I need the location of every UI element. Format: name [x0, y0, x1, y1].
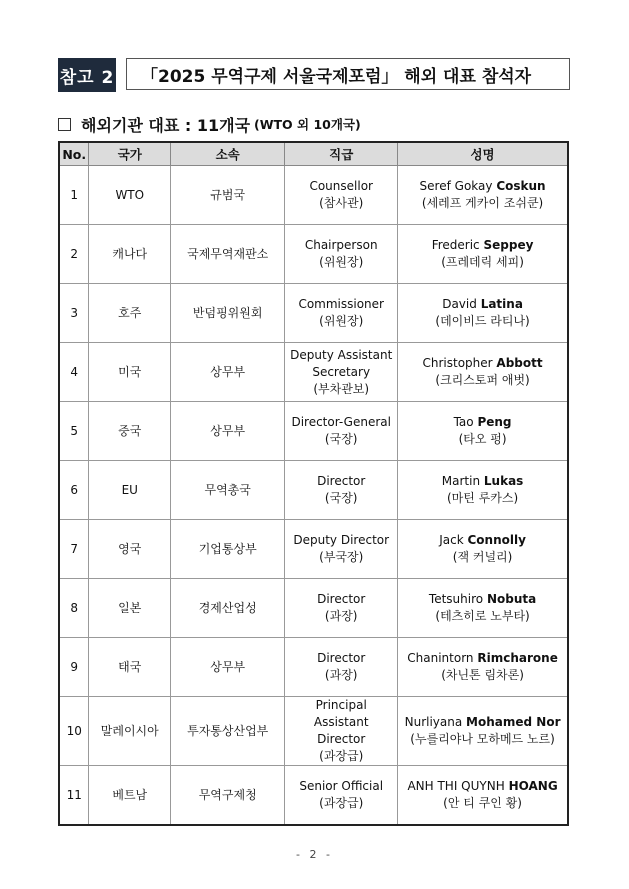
position-english: Counsellor	[309, 179, 373, 193]
family-name: Abbott	[496, 356, 543, 370]
page-number: - 2 -	[296, 848, 333, 861]
section-heading	[58, 112, 361, 136]
given-name: Chanintorn	[407, 651, 474, 665]
cell-name	[398, 284, 568, 343]
position-english: Director	[317, 592, 366, 606]
cell-organization: 반덤핑위원회	[171, 284, 285, 343]
cell-organization: 상무부	[171, 638, 285, 697]
cell-name	[398, 520, 568, 579]
position-korean: (부국장)	[319, 550, 364, 564]
family-name: Latina	[480, 297, 523, 311]
cell-position	[285, 402, 398, 461]
cell-organization: 투자통상산업부	[171, 697, 285, 766]
table-header-row	[59, 142, 568, 166]
cell-organization: 국제무역재판소	[171, 225, 285, 284]
cell-position	[285, 520, 398, 579]
given-name: Jack	[439, 533, 464, 547]
name-korean: (잭 커널리)	[452, 550, 513, 564]
cell-organization: 기업통상부	[171, 520, 285, 579]
cell-no: 7	[59, 520, 89, 579]
cell-country: 호주	[89, 284, 171, 343]
cell-organization: 경제산업성	[171, 579, 285, 638]
name-english	[401, 296, 564, 313]
column-header-country: 국가	[89, 142, 171, 166]
cell-no: 6	[59, 461, 89, 520]
position-korean: (부차관보)	[313, 381, 370, 396]
cell-no: 5	[59, 402, 89, 461]
position-english: Chairperson	[304, 238, 378, 252]
family-name: Coskun	[496, 179, 546, 193]
table-row	[59, 520, 568, 579]
cell-no: 4	[59, 343, 89, 402]
column-header-organization: 소속	[171, 142, 285, 166]
position-korean: (국장)	[324, 491, 358, 505]
position-korean: (과장급)	[319, 796, 364, 810]
table-row	[59, 402, 568, 461]
name-english	[401, 414, 564, 431]
column-header-position: 직급	[285, 142, 398, 166]
family-name: Seppey	[483, 238, 534, 252]
cell-name	[398, 697, 568, 766]
cell-organization: 규범국	[171, 166, 285, 225]
cell-country: 영국	[89, 520, 171, 579]
cell-name	[398, 343, 568, 402]
position-english: Deputy Assistant Secretary	[290, 347, 393, 379]
position-english: Director	[317, 651, 366, 665]
table-row	[59, 638, 568, 697]
cell-country: 베트남	[89, 766, 171, 826]
name-english	[401, 591, 564, 608]
cell-position	[285, 225, 398, 284]
family-name: Connolly	[467, 533, 526, 547]
cell-position	[285, 343, 398, 402]
table-row	[59, 766, 568, 826]
cell-name	[398, 638, 568, 697]
given-name: Tetsuhiro	[428, 592, 484, 606]
cell-position	[285, 697, 398, 766]
name-korean: (누를리야나 모하메드 노르)	[410, 732, 555, 746]
cell-position	[285, 766, 398, 826]
cell-name	[398, 402, 568, 461]
position-english: Commissioner	[298, 297, 384, 311]
document-title: 「2025 무역구제 서울국제포럼」 해외 대표 참석자	[126, 58, 570, 90]
table-row	[59, 284, 568, 343]
name-english	[401, 355, 564, 372]
name-korean: (프레데릭 세피)	[441, 255, 524, 269]
family-name: Rimcharone	[477, 651, 558, 665]
attendee-table	[58, 141, 569, 826]
name-english	[401, 237, 564, 254]
reference-badge: 참고 2	[58, 58, 116, 92]
family-name: Mohamed Nor	[466, 715, 561, 729]
position-korean: (위원장)	[319, 314, 364, 328]
cell-name	[398, 225, 568, 284]
family-name: Lukas	[483, 474, 524, 488]
given-name: Nurliyana	[404, 715, 463, 729]
cell-name	[398, 579, 568, 638]
name-english	[401, 714, 564, 731]
section-note: (WTO 외 10개국)	[254, 117, 361, 132]
cell-country: 캐나다	[89, 225, 171, 284]
name-korean: (마틴 루카스)	[446, 491, 519, 505]
name-korean: (세레프 게카이 조쉬쿤)	[421, 196, 544, 210]
position-english: Director	[317, 474, 366, 488]
family-name: Peng	[477, 415, 512, 429]
table-row	[59, 579, 568, 638]
name-english	[401, 650, 564, 667]
table-row	[59, 461, 568, 520]
given-name: Seref Gokay	[419, 179, 493, 193]
family-name: Nobuta	[486, 592, 537, 606]
cell-no: 3	[59, 284, 89, 343]
cell-country: 중국	[89, 402, 171, 461]
cell-no: 10	[59, 697, 89, 766]
cell-organization: 무역총국	[171, 461, 285, 520]
cell-organization: 상무부	[171, 343, 285, 402]
cell-no: 2	[59, 225, 89, 284]
cell-position	[285, 579, 398, 638]
cell-no: 11	[59, 766, 89, 826]
cell-organization: 상무부	[171, 402, 285, 461]
column-header-name: 성명	[398, 142, 568, 166]
name-korean: (안 티 쿠인 황)	[443, 796, 522, 810]
given-name: Tao	[453, 415, 474, 429]
position-korean: (과장)	[324, 609, 358, 623]
position-korean: (참사관)	[319, 196, 364, 210]
cell-position	[285, 638, 398, 697]
cell-position	[285, 284, 398, 343]
position-korean: (위원장)	[319, 255, 364, 269]
name-korean: (크리스토퍼 애벗)	[435, 373, 530, 387]
position-english: Director-General	[291, 415, 391, 429]
cell-country: 태국	[89, 638, 171, 697]
cell-country: 미국	[89, 343, 171, 402]
name-english	[401, 473, 564, 490]
name-korean: (데이비드 라티나)	[435, 314, 530, 328]
cell-name	[398, 461, 568, 520]
cell-position	[285, 461, 398, 520]
cell-position	[285, 166, 398, 225]
cell-name	[398, 166, 568, 225]
table-row	[59, 697, 568, 766]
position-korean: (과장)	[324, 668, 358, 682]
name-korean: (타오 펑)	[458, 432, 507, 446]
name-korean: (차닌톤 림차론)	[441, 668, 524, 682]
position-korean: (국장)	[324, 432, 358, 446]
given-name: David	[442, 297, 477, 311]
position-korean: (과장급)	[319, 749, 364, 763]
position-english: Deputy Director	[293, 533, 390, 547]
name-english	[401, 778, 564, 795]
given-name: Martin	[441, 474, 481, 488]
table-row	[59, 225, 568, 284]
table-row	[59, 166, 568, 225]
given-name: Christopher	[422, 356, 493, 370]
checkbox-square-icon	[58, 118, 71, 131]
cell-organization: 무역구제청	[171, 766, 285, 826]
cell-no: 9	[59, 638, 89, 697]
cell-name	[398, 766, 568, 826]
position-english: Senior Official	[299, 779, 384, 793]
family-name: HOANG	[508, 779, 558, 793]
column-header-no: No.	[59, 142, 89, 166]
position-english: Principal Assistant Director	[313, 698, 369, 746]
section-title: 해외기관 대표 : 11개국	[81, 115, 251, 135]
cell-country: 일본	[89, 579, 171, 638]
cell-country: WTO	[89, 166, 171, 225]
name-english	[401, 178, 564, 195]
given-name: ANH THI QUYNH	[407, 779, 505, 793]
cell-no: 1	[59, 166, 89, 225]
cell-no: 8	[59, 579, 89, 638]
cell-country: 말레이시아	[89, 697, 171, 766]
table-row	[59, 343, 568, 402]
cell-country: EU	[89, 461, 171, 520]
given-name: Frederic	[431, 238, 480, 252]
name-korean: (테츠히로 노부타)	[435, 609, 530, 623]
name-english	[401, 532, 564, 549]
